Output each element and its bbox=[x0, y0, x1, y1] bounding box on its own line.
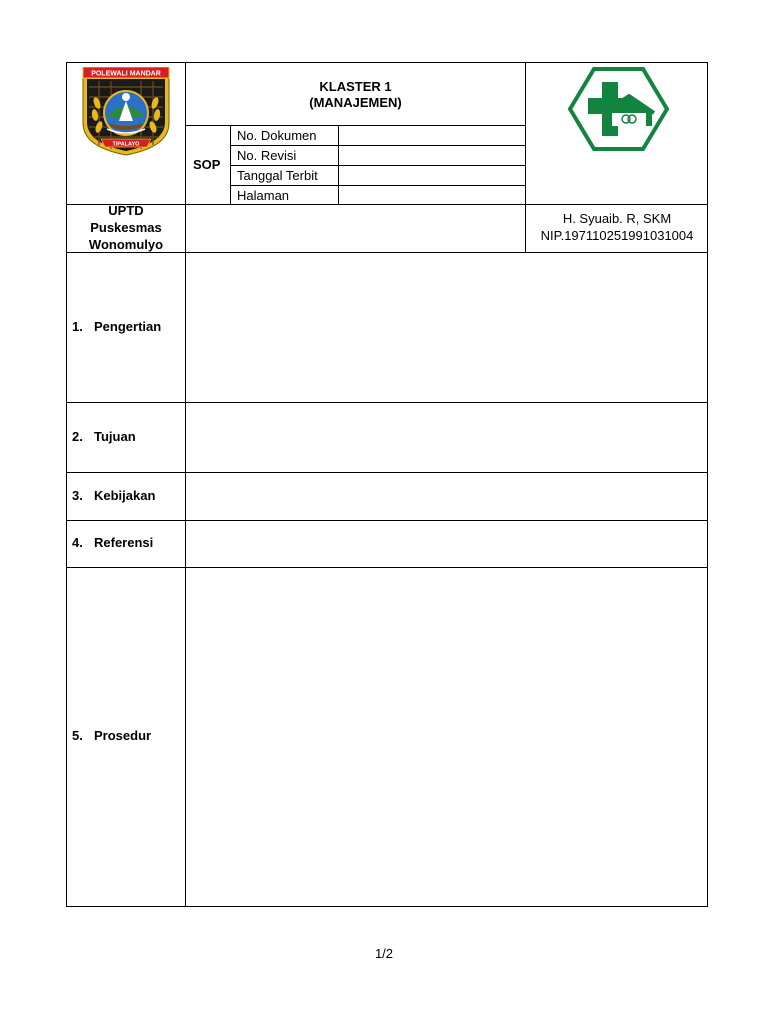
org-name-line1: UPTD bbox=[108, 203, 144, 218]
section-prosedur bbox=[72, 727, 151, 744]
section-referensi bbox=[72, 534, 153, 551]
section-label: Kebijakan bbox=[94, 488, 156, 503]
sop-label: SOP bbox=[193, 157, 221, 172]
section-number: 1. bbox=[72, 319, 83, 334]
section-number: 2. bbox=[72, 429, 83, 444]
doc-field-label: Tanggal Terbit bbox=[237, 168, 318, 183]
svg-text:TIPALAYO: TIPALAYO bbox=[112, 141, 140, 148]
signer-nip: NIP.197110251991031004 bbox=[540, 228, 694, 243]
section-pengertian bbox=[72, 318, 161, 335]
document-title-line2: (MANAJEMEN) bbox=[309, 95, 402, 110]
svg-text:POLEWALI MANDAR: POLEWALI MANDAR bbox=[91, 70, 161, 78]
section-label: Pengertian bbox=[94, 319, 162, 334]
doc-field-label: Halaman bbox=[237, 188, 290, 203]
puskesmas-logo-icon bbox=[568, 66, 669, 152]
section-number: 5. bbox=[72, 728, 83, 743]
polewali-mandar-logo-icon bbox=[79, 67, 173, 157]
section-number: 3. bbox=[72, 488, 83, 503]
org-name-line3: Wonomulyo bbox=[88, 237, 164, 252]
section-kebijakan bbox=[72, 487, 155, 504]
section-label: Tujuan bbox=[94, 429, 136, 444]
document-title-line1: KLASTER 1 bbox=[319, 79, 392, 94]
signer-name: H. Syuaib. R, SKM bbox=[562, 211, 672, 226]
doc-field-label: No. Dokumen bbox=[237, 128, 317, 143]
section-tujuan bbox=[72, 428, 136, 445]
doc-field-label: No. Revisi bbox=[237, 148, 297, 163]
section-number: 4. bbox=[72, 535, 83, 550]
section-label: Prosedur bbox=[94, 728, 152, 743]
section-label: Referensi bbox=[94, 535, 154, 550]
org-name-line2: Puskesmas bbox=[90, 220, 162, 235]
page-number: 1/2 bbox=[374, 946, 394, 961]
